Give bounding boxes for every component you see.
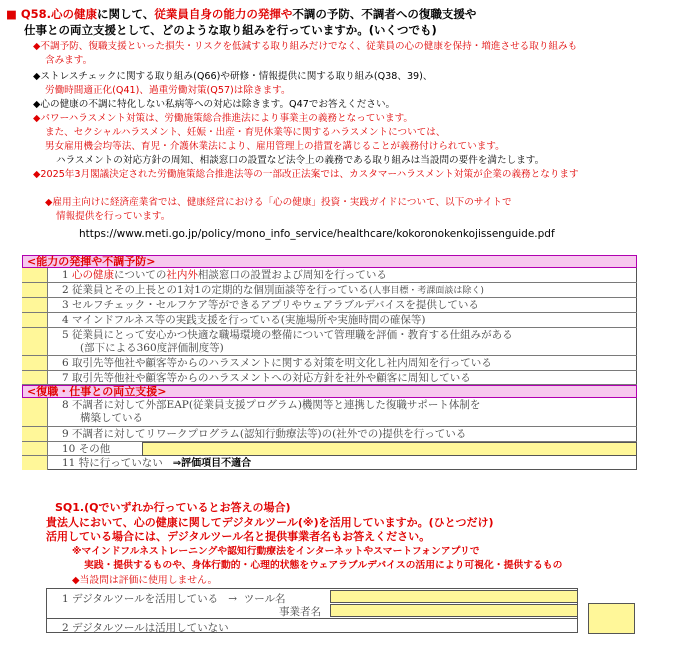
checkbox-10[interactable] [22, 442, 48, 455]
option-text: についての [114, 269, 167, 281]
option-text: その他 [78, 443, 111, 455]
checkbox-5[interactable] [22, 328, 48, 355]
title-part: や [280, 7, 293, 21]
note-6b: 情報提供を行っています。 [56, 211, 171, 222]
sq1-option-1[interactable] [62, 591, 286, 606]
option-row-2[interactable] [22, 283, 637, 298]
question-marker: ■ [6, 7, 17, 21]
guide-url-link[interactable]: https://www.meti.go.jp/policy/mono_info_service/healthcare/kokoronokenkojissenguide.pdf [79, 228, 555, 240]
checkbox-11[interactable] [22, 456, 48, 470]
sq1-option-1-label: 1 デジタルツールを活用している [62, 593, 219, 605]
option-text-red: 心の健康 [72, 269, 115, 281]
vendor-name-input[interactable] [330, 604, 578, 617]
tool-name-input[interactable] [330, 590, 578, 603]
option-text: 特に行っていない [78, 457, 163, 469]
option-note: (実施場所や実施時間の確保等) [280, 314, 426, 326]
option-text: 取引先等他社や顧客等からのハラスメントへの対応方針を社外や顧客に周知している [72, 372, 471, 384]
sq1-note2: 実践・提供するものや、身体行動的・心理的状態をウェアラブルデバイスの活用により可視化・提供するもの [84, 560, 563, 571]
option-number: 1 [62, 269, 69, 281]
option-row-3[interactable] [22, 298, 637, 313]
option-text: マインドフルネス等の実践支援を行っている [72, 314, 281, 326]
note-5: ◆2025年3月閣議決定された労働施策総合推進法等の一部改正法案では、カスタマーハラスメント対策が企業の義務となります [33, 169, 579, 180]
sq1-note1: ※マインドフルネストレーニングや認知行動療法をインターネットやスマートフォンアプリで [72, 546, 480, 557]
checkbox-8[interactable] [22, 398, 48, 426]
option-number: 8 [62, 399, 69, 411]
option-note: (人事目標・考課面談は除く) [368, 286, 484, 296]
note-4d: ハラスメントの対応方針の周知、相談窓口の設置など法令上の義務である取り組みは当設問の要件を満たします。 [56, 155, 545, 166]
section-heading-ability: <能力の発揮や不調予防> [22, 255, 637, 268]
other-input[interactable] [142, 442, 637, 456]
option-text: 取引先等他社や顧客等からのハラスメントに関する対策を明文化し社内周知を行っている [72, 357, 492, 369]
note-4c: 男女雇用機会均等法、育児・介護休業法により、雇用管理上の措置を講じることが義務付けられています。 [45, 141, 505, 152]
sq1-option-2[interactable]: 2 デジタルツールは活用していない [62, 622, 229, 634]
checkbox-1[interactable] [22, 268, 48, 282]
option-number: 6 [62, 357, 69, 369]
option-text: 相談窓口の設置および周知を行っている [197, 269, 387, 281]
note-2b: 労働時間適正化(Q41)、過重労働対策(Q57)は除きます。 [45, 85, 291, 96]
sq1-title: SQ1.(Qでいずれか行っているとお答えの場合) [55, 501, 291, 514]
option-text-line2: (部下による360度評価制度等) [80, 342, 224, 354]
nonconformance-note: ⇒評価項目不適合 [172, 458, 252, 469]
option-row-9[interactable] [22, 427, 637, 442]
sq1-line2: 活用している場合には、デジタルツール名と提供事業者名もお答えください。 [46, 530, 431, 543]
checkbox-9[interactable] [22, 427, 48, 441]
option-number: 3 [62, 299, 69, 311]
option-text: 従業員にとって安心かつ快適な職場環境の整備について管理職を評価・教育する仕組みがある [72, 329, 513, 341]
arrow-icon: → [228, 593, 238, 605]
checkbox-7[interactable] [22, 371, 48, 384]
title-part: に関して、 [97, 7, 155, 21]
option-number: 5 [62, 329, 69, 341]
note-4b: また、セクシャルハラスメント、妊娠・出産・育児休業等に関するハラスメントについては、 [45, 127, 446, 138]
option-row-10[interactable] [22, 442, 637, 456]
sq1-line1: 貴法人において、心の健康に関してデジタルツール(※)を活用していますか。(ひとつだけ) [46, 516, 494, 529]
question-number: Q58. [20, 7, 52, 21]
option-row-7[interactable] [22, 371, 637, 385]
option-row-6[interactable] [22, 356, 637, 371]
title-part: 不調の予防、不調者への復職支援や [292, 7, 477, 21]
note-6a: ◆雇用主向けに経済産業省では、健康経営における「心の健康」投資・実践ガイドについて、以下のサイトで [45, 197, 512, 208]
title-part: 従業員自身の能力の発揮 [154, 7, 281, 21]
vendor-name-label: 事業者名 [279, 606, 321, 618]
title-part: 心の健康 [51, 7, 98, 21]
checkbox-2[interactable] [22, 283, 48, 297]
note-3: ◆心の健康の不調に特化しない私病等への対応は除きます。Q47でお答えください。 [33, 99, 396, 110]
option-number: 10 [62, 443, 76, 455]
option-row-11[interactable] [22, 456, 637, 470]
option-number: 2 [62, 284, 69, 296]
section-heading-return: <復職・仕事との両立支援> [22, 385, 637, 398]
note-4a: ◆パワーハラスメント対策は、労働施策総合推進法により事業主の義務となっています。 [33, 113, 413, 124]
option-number: 9 [62, 428, 69, 440]
option-row-4[interactable] [22, 313, 637, 328]
option-row-8[interactable] [22, 398, 637, 427]
checkbox-3[interactable] [22, 298, 48, 312]
option-row-1[interactable] [22, 268, 637, 283]
option-text: 従業員とその上長との1対1の定期的な個別面談等を行っている [72, 284, 369, 296]
sq1-answer-box[interactable] [588, 603, 635, 634]
tool-name-label: ツール名 [243, 593, 286, 605]
option-text: 不調者に対してリワークプログラム(認知行動療法等)の(社外での)提供を行っている [72, 428, 467, 440]
note-1a: ◆不調予防、復職支援といった損失・リスクを低減する取り組みだけでなく、従業員の心の健康を保持・増進させる取り組みも [33, 41, 578, 52]
note-2a: ◆ストレスチェックに関する取り組み(Q66)や研修・情報提供に関する取り組み(Q38、39)、 [33, 71, 433, 82]
checkbox-6[interactable] [22, 356, 48, 370]
option-text-line2: 構築している [80, 412, 143, 424]
option-text: 不調者に対して外部EAP(従業員支援プログラム)機関等と連携した復職サポート体制を [72, 399, 481, 411]
option-number: 7 [62, 372, 69, 384]
checkbox-4[interactable] [22, 313, 48, 327]
question-title-line2: 仕事との両立支援として、どのような取り組みを行っていますか。(いくつでも) [24, 23, 437, 37]
question-title [6, 6, 476, 22]
sq1-note3: ◆当設問は評価に使用しません。 [72, 575, 218, 586]
option-text-red: 社内外 [166, 269, 198, 281]
option-row-5[interactable] [22, 328, 637, 356]
option-number: 4 [62, 314, 69, 326]
note-1b: 含みます。 [45, 55, 93, 66]
option-text: セルフチェック・セルフケア等ができるアプリやウェアラブルデバイスを提供している [72, 299, 479, 311]
option-number: 11 [62, 457, 76, 469]
